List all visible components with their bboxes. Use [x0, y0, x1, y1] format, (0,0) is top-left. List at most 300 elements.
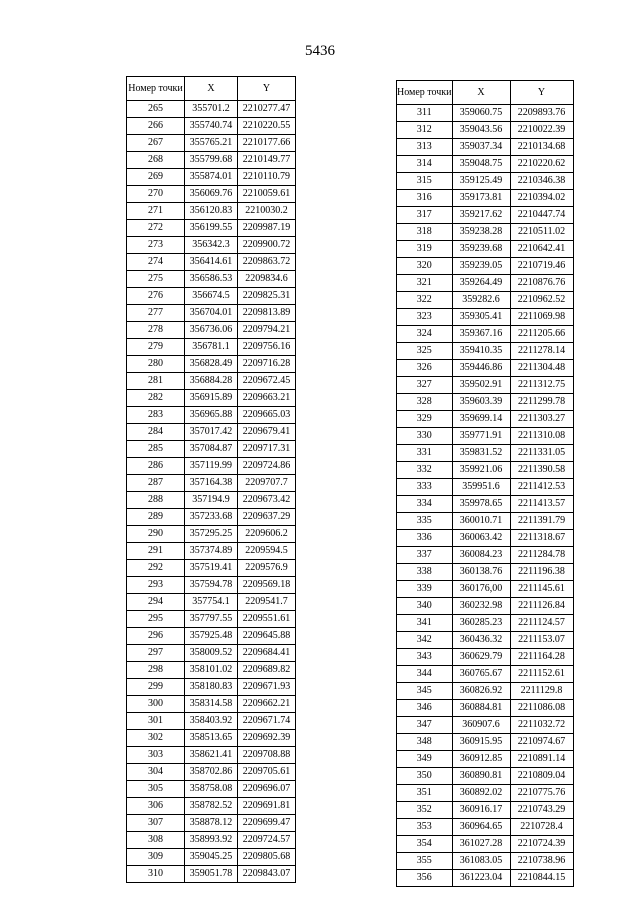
table-row: [127, 543, 296, 560]
y-cell: 2211331.05: [510, 445, 573, 462]
y-cell: 2211152.61: [510, 666, 573, 683]
x-cell: 359951.6: [452, 479, 510, 496]
point-number-cell: 353: [397, 819, 453, 836]
point-number-cell: 273: [127, 237, 185, 254]
point-number-cell: 325: [397, 343, 453, 360]
x-cell: 355740.74: [185, 118, 238, 135]
point-number-cell: 322: [397, 292, 453, 309]
point-number-cell: 335: [397, 513, 453, 530]
y-cell: 2209756.16: [238, 339, 296, 356]
table-row: [397, 836, 574, 853]
point-number-cell: 348: [397, 734, 453, 751]
x-cell: 360915.95: [452, 734, 510, 751]
table-row: [397, 411, 574, 428]
y-cell: 2210177.66: [238, 135, 296, 152]
point-number-cell: 268: [127, 152, 185, 169]
x-cell: 359173.81: [452, 190, 510, 207]
x-cell: 358758.08: [185, 781, 238, 798]
point-number-cell: 301: [127, 713, 185, 730]
table-row: [397, 241, 574, 258]
table-row: [127, 560, 296, 577]
x-cell: 359771.91: [452, 428, 510, 445]
point-number-cell: 354: [397, 836, 453, 853]
x-cell: 359037.34: [452, 139, 510, 156]
y-cell: 2209717.31: [238, 441, 296, 458]
table-row: [397, 785, 574, 802]
table-row: [397, 632, 574, 649]
x-cell: 356069.76: [185, 186, 238, 203]
table-row: [127, 628, 296, 645]
y-cell: 2210775.76: [510, 785, 573, 802]
y-cell: 2211153.07: [510, 632, 573, 649]
table-row: [127, 203, 296, 220]
point-number-cell: 337: [397, 547, 453, 564]
point-number-cell: 284: [127, 424, 185, 441]
point-number-cell: 344: [397, 666, 453, 683]
header-point-number: Номер точки: [397, 81, 453, 105]
table-row: [127, 594, 296, 611]
x-cell: 360285.23: [452, 615, 510, 632]
table-row: [397, 343, 574, 360]
x-cell: 358621.41: [185, 747, 238, 764]
y-cell: 2209705.61: [238, 764, 296, 781]
y-cell: 2209691.81: [238, 798, 296, 815]
table-row: [397, 190, 574, 207]
table-row: [127, 696, 296, 713]
y-cell: 2210394.02: [510, 190, 573, 207]
x-cell: 356736.06: [185, 322, 238, 339]
x-cell: 357797.55: [185, 611, 238, 628]
x-cell: 355701.2: [185, 101, 238, 118]
table-row: [397, 275, 574, 292]
point-number-cell: 326: [397, 360, 453, 377]
table-row: [127, 339, 296, 356]
table-row: [397, 173, 574, 190]
x-cell: 357374.89: [185, 543, 238, 560]
point-number-cell: 330: [397, 428, 453, 445]
table-row: [127, 322, 296, 339]
header-y: Y: [510, 81, 573, 105]
x-cell: 359502.91: [452, 377, 510, 394]
header-x: X: [452, 81, 510, 105]
point-number-cell: 332: [397, 462, 453, 479]
y-cell: 2209834.6: [238, 271, 296, 288]
table-row: [397, 207, 574, 224]
point-number-cell: 316: [397, 190, 453, 207]
point-number-cell: 265: [127, 101, 185, 118]
table-row: [127, 220, 296, 237]
x-cell: 360084.23: [452, 547, 510, 564]
point-number-cell: 343: [397, 649, 453, 666]
y-cell: 2209987.19: [238, 220, 296, 237]
point-number-cell: 314: [397, 156, 453, 173]
x-cell: 358180.83: [185, 679, 238, 696]
coordinates-table-right: [396, 80, 574, 887]
y-cell: 2210876.76: [510, 275, 573, 292]
header-y: Y: [238, 77, 296, 101]
point-number-cell: 349: [397, 751, 453, 768]
x-cell: 360884.81: [452, 700, 510, 717]
y-cell: 2210110.79: [238, 169, 296, 186]
table-row: [127, 135, 296, 152]
point-number-cell: 300: [127, 696, 185, 713]
y-cell: 2209576.9: [238, 560, 296, 577]
table-row: [127, 662, 296, 679]
x-cell: 359264.49: [452, 275, 510, 292]
y-cell: 2210844.15: [510, 870, 573, 887]
x-cell: 360826.92: [452, 683, 510, 700]
point-number-cell: 318: [397, 224, 453, 241]
point-number-cell: 271: [127, 203, 185, 220]
y-cell: 2211391.79: [510, 513, 573, 530]
table-row: [127, 169, 296, 186]
table-row: [127, 730, 296, 747]
point-number-cell: 310: [127, 866, 185, 883]
table-row: [127, 679, 296, 696]
x-cell: 360063.42: [452, 530, 510, 547]
y-cell: 2211310.08: [510, 428, 573, 445]
y-cell: 2210974.67: [510, 734, 573, 751]
x-cell: 360176,00: [452, 581, 510, 598]
x-cell: 360892.02: [452, 785, 510, 802]
point-number-cell: 270: [127, 186, 185, 203]
table-row: [127, 373, 296, 390]
point-number-cell: 275: [127, 271, 185, 288]
point-number-cell: 281: [127, 373, 185, 390]
point-number-cell: 313: [397, 139, 453, 156]
x-cell: 356704.01: [185, 305, 238, 322]
y-cell: 2209671.74: [238, 713, 296, 730]
x-cell: 356828.49: [185, 356, 238, 373]
point-number-cell: 324: [397, 326, 453, 343]
y-cell: 2209679.41: [238, 424, 296, 441]
y-cell: 2211412.53: [510, 479, 573, 496]
header-point-number: Номер точки: [127, 77, 185, 101]
x-cell: 355799.68: [185, 152, 238, 169]
point-number-cell: 280: [127, 356, 185, 373]
x-cell: 360232.98: [452, 598, 510, 615]
y-cell: 2210724.39: [510, 836, 573, 853]
point-number-cell: 303: [127, 747, 185, 764]
y-cell: 2211124.57: [510, 615, 573, 632]
y-cell: 2209551.61: [238, 611, 296, 628]
table-row: [397, 717, 574, 734]
table-row: [397, 377, 574, 394]
point-number-cell: 334: [397, 496, 453, 513]
y-cell: 2210134.68: [510, 139, 573, 156]
table-row: [127, 781, 296, 798]
point-number-cell: 352: [397, 802, 453, 819]
table-row: [397, 428, 574, 445]
y-cell: 2211196.38: [510, 564, 573, 581]
y-cell: 2211126.84: [510, 598, 573, 615]
y-cell: 2209724.57: [238, 832, 296, 849]
x-cell: 358702.86: [185, 764, 238, 781]
y-cell: 2209805.68: [238, 849, 296, 866]
point-number-cell: 283: [127, 407, 185, 424]
point-number-cell: 304: [127, 764, 185, 781]
x-cell: 357194.9: [185, 492, 238, 509]
table-row: [397, 581, 574, 598]
y-cell: 2210346.38: [510, 173, 573, 190]
x-cell: 356674.5: [185, 288, 238, 305]
y-cell: 2209696.07: [238, 781, 296, 798]
y-cell: 2210149.77: [238, 152, 296, 169]
x-cell: 360765.67: [452, 666, 510, 683]
y-cell: 2209662.21: [238, 696, 296, 713]
x-cell: 356586.53: [185, 271, 238, 288]
table-row: [127, 101, 296, 118]
y-cell: 2210030.2: [238, 203, 296, 220]
table-row: [127, 747, 296, 764]
x-cell: 360629.79: [452, 649, 510, 666]
table-row: [397, 870, 574, 887]
point-number-cell: 293: [127, 577, 185, 594]
y-cell: 2209541.7: [238, 594, 296, 611]
point-number-cell: 276: [127, 288, 185, 305]
point-number-cell: 277: [127, 305, 185, 322]
x-cell: 359217.62: [452, 207, 510, 224]
point-number-cell: 323: [397, 309, 453, 326]
y-cell: 2209665.03: [238, 407, 296, 424]
x-cell: 357017.42: [185, 424, 238, 441]
table-row: [397, 309, 574, 326]
x-cell: 361027.28: [452, 836, 510, 853]
point-number-cell: 345: [397, 683, 453, 700]
point-number-cell: 290: [127, 526, 185, 543]
table-row: [127, 866, 296, 883]
point-number-cell: 346: [397, 700, 453, 717]
y-cell: 2209645.88: [238, 628, 296, 645]
x-cell: 359978.65: [452, 496, 510, 513]
x-cell: 359125.49: [452, 173, 510, 190]
x-cell: 355765.21: [185, 135, 238, 152]
y-cell: 2211299.78: [510, 394, 573, 411]
point-number-cell: 329: [397, 411, 453, 428]
table-row: [127, 152, 296, 169]
x-cell: 358782.52: [185, 798, 238, 815]
coordinates-table-left: [126, 76, 296, 883]
y-cell: 2211312.75: [510, 377, 573, 394]
table-row: [127, 254, 296, 271]
y-cell: 2209699.47: [238, 815, 296, 832]
y-cell: 2210891.14: [510, 751, 573, 768]
point-number-cell: 272: [127, 220, 185, 237]
y-cell: 2211303.27: [510, 411, 573, 428]
point-number-cell: 341: [397, 615, 453, 632]
table-row: [127, 611, 296, 628]
table-row: [397, 462, 574, 479]
x-cell: 356414.61: [185, 254, 238, 271]
point-number-cell: 299: [127, 679, 185, 696]
x-cell: 355874.01: [185, 169, 238, 186]
y-cell: 2209900.72: [238, 237, 296, 254]
y-cell: 2211205.66: [510, 326, 573, 343]
y-cell: 2211304.48: [510, 360, 573, 377]
x-cell: 360912.85: [452, 751, 510, 768]
x-cell: 356965.88: [185, 407, 238, 424]
y-cell: 2210220.62: [510, 156, 573, 173]
table-row: [127, 509, 296, 526]
header-x: X: [185, 77, 238, 101]
table-row: [127, 271, 296, 288]
x-cell: 359048.75: [452, 156, 510, 173]
y-cell: 2210059.61: [238, 186, 296, 203]
table-row: [127, 118, 296, 135]
x-cell: 358009.52: [185, 645, 238, 662]
point-number-cell: 347: [397, 717, 453, 734]
x-cell: 359051.78: [185, 866, 238, 883]
point-number-cell: 320: [397, 258, 453, 275]
table-row: [397, 700, 574, 717]
x-cell: 358993.92: [185, 832, 238, 849]
table-row: [127, 832, 296, 849]
table-row: [397, 445, 574, 462]
x-cell: 359699.14: [452, 411, 510, 428]
y-cell: 2209673.42: [238, 492, 296, 509]
y-cell: 2211318.67: [510, 530, 573, 547]
y-cell: 2209637.29: [238, 509, 296, 526]
table-row: [127, 764, 296, 781]
y-cell: 2211129.8: [510, 683, 573, 700]
table-row: [397, 734, 574, 751]
y-cell: 2211145.61: [510, 581, 573, 598]
y-cell: 2211069.98: [510, 309, 573, 326]
y-cell: 2209606.2: [238, 526, 296, 543]
table-row: [127, 356, 296, 373]
point-number-cell: 295: [127, 611, 185, 628]
x-cell: 359446.86: [452, 360, 510, 377]
x-cell: 357119.99: [185, 458, 238, 475]
x-cell: 356884.28: [185, 373, 238, 390]
y-cell: 2210022.39: [510, 122, 573, 139]
x-cell: 359282.6: [452, 292, 510, 309]
table-row: [397, 513, 574, 530]
table-row: [397, 615, 574, 632]
table-row: [397, 564, 574, 581]
x-cell: 360010.71: [452, 513, 510, 530]
y-cell: 2209684.41: [238, 645, 296, 662]
point-number-cell: 297: [127, 645, 185, 662]
point-number-cell: 340: [397, 598, 453, 615]
point-number-cell: 296: [127, 628, 185, 645]
point-number-cell: 302: [127, 730, 185, 747]
point-number-cell: 285: [127, 441, 185, 458]
table-row: [397, 292, 574, 309]
x-cell: 360890.81: [452, 768, 510, 785]
point-number-cell: 274: [127, 254, 185, 271]
point-number-cell: 321: [397, 275, 453, 292]
y-cell: 2210719.46: [510, 258, 573, 275]
x-cell: 360907.6: [452, 717, 510, 734]
point-number-cell: 298: [127, 662, 185, 679]
table-row: [397, 258, 574, 275]
y-cell: 2211032.72: [510, 717, 573, 734]
table-row: [397, 768, 574, 785]
x-cell: 360138.76: [452, 564, 510, 581]
point-number-cell: 336: [397, 530, 453, 547]
y-cell: 2211086.08: [510, 700, 573, 717]
table-row: [397, 666, 574, 683]
table-row: [397, 122, 574, 139]
page-number: 5436: [305, 43, 335, 59]
table-row: [397, 547, 574, 564]
x-cell: 359305.41: [452, 309, 510, 326]
y-cell: 2209724.86: [238, 458, 296, 475]
x-cell: 359239.05: [452, 258, 510, 275]
table-row: [127, 288, 296, 305]
x-cell: 359410.35: [452, 343, 510, 360]
y-cell: 2209825.31: [238, 288, 296, 305]
x-cell: 358101.02: [185, 662, 238, 679]
x-cell: 359045.25: [185, 849, 238, 866]
point-number-cell: 339: [397, 581, 453, 598]
table-row: [127, 577, 296, 594]
table-row: [127, 713, 296, 730]
table-row: [397, 819, 574, 836]
x-cell: 356915.89: [185, 390, 238, 407]
table-row: [127, 305, 296, 322]
x-cell: 357925.48: [185, 628, 238, 645]
y-cell: 2210642.41: [510, 241, 573, 258]
point-number-cell: 282: [127, 390, 185, 407]
point-number-cell: 327: [397, 377, 453, 394]
table-row: [397, 156, 574, 173]
y-cell: 2211164.28: [510, 649, 573, 666]
table-row: [127, 849, 296, 866]
table-row: [397, 496, 574, 513]
table-row: [397, 683, 574, 700]
y-cell: 2209843.07: [238, 866, 296, 883]
y-cell: 2209672.45: [238, 373, 296, 390]
y-cell: 2209707.7: [238, 475, 296, 492]
y-cell: 2209794.21: [238, 322, 296, 339]
x-cell: 359603.39: [452, 394, 510, 411]
x-cell: 359367.16: [452, 326, 510, 343]
y-cell: 2209893.76: [510, 105, 573, 122]
x-cell: 356342.3: [185, 237, 238, 254]
x-cell: 359060.75: [452, 105, 510, 122]
point-number-cell: 355: [397, 853, 453, 870]
table-row: [127, 390, 296, 407]
point-number-cell: 291: [127, 543, 185, 560]
point-number-cell: 289: [127, 509, 185, 526]
point-number-cell: 307: [127, 815, 185, 832]
point-number-cell: 342: [397, 632, 453, 649]
table-row: [127, 492, 296, 509]
x-cell: 358314.58: [185, 696, 238, 713]
point-number-cell: 286: [127, 458, 185, 475]
table-row: [127, 237, 296, 254]
x-cell: 358403.92: [185, 713, 238, 730]
x-cell: 358878.12: [185, 815, 238, 832]
table-row: [397, 598, 574, 615]
x-cell: 356120.83: [185, 203, 238, 220]
y-cell: 2209671.93: [238, 679, 296, 696]
y-cell: 2209594.5: [238, 543, 296, 560]
y-cell: 2211390.58: [510, 462, 573, 479]
y-cell: 2210738.96: [510, 853, 573, 870]
x-cell: 357164.38: [185, 475, 238, 492]
point-number-cell: 317: [397, 207, 453, 224]
x-cell: 361223.04: [452, 870, 510, 887]
point-number-cell: 309: [127, 849, 185, 866]
point-number-cell: 306: [127, 798, 185, 815]
x-cell: 359043.56: [452, 122, 510, 139]
table-row: [397, 139, 574, 156]
point-number-cell: 267: [127, 135, 185, 152]
point-number-cell: 292: [127, 560, 185, 577]
